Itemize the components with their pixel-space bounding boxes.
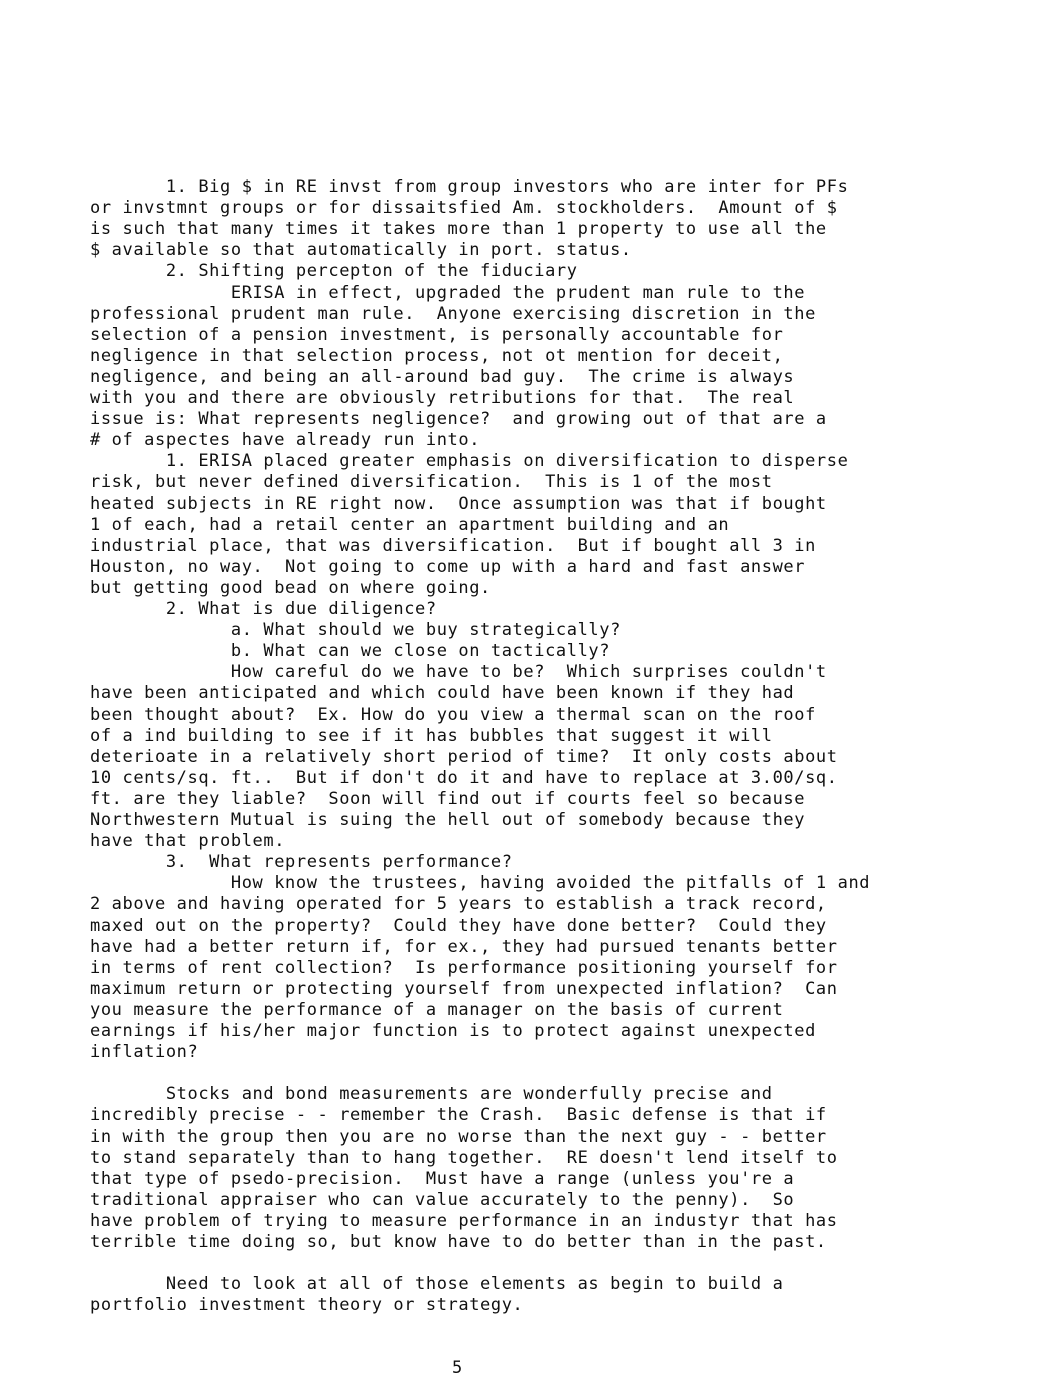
text-line: How know the trustees, having avoided the pitfalls of 1 and: [90, 873, 871, 894]
text-line: in terms of rent collection? Is performance positioning yourself for: [90, 957, 838, 978]
text-line: have been anticipated and which could have been known if they had: [90, 683, 795, 704]
text-line: in with the group then you are no worse than the next guy - - better: [90, 1126, 827, 1147]
text-line: deterioate in a relatively short period of time? It only costs about: [90, 746, 838, 767]
text-line: with you and there are obviously retributions for that. The real: [90, 388, 795, 408]
text-line: # of aspectes have already run into.: [90, 430, 481, 451]
text-line: Houston, no way. Not going to come up with a hard and fast answer: [90, 556, 806, 577]
text-line: industrial place, that was diversification. But if bought all 3 in: [90, 535, 816, 556]
text-line: 10 cents/sq. ft.. But if don't do it and have to replace at 3.00/sq.: [90, 767, 838, 788]
text-line: ft. are they liable? Soon will find out if courts feel so because: [90, 788, 806, 809]
text-line: b. What can we close on tactically?: [90, 641, 611, 662]
text-line: have that problem.: [90, 831, 286, 852]
text-line: heated subjects in RE right now. Once assumption was that if bought: [90, 493, 827, 514]
text-line: a. What should we buy strategically?: [90, 620, 621, 641]
text-line: been thought about? Ex. How do you view a thermal scan on the roof: [90, 704, 816, 725]
text-line: traditional appraiser who can value accurately to the penny). So: [90, 1189, 795, 1210]
text-line: 2. What is due diligence?: [90, 599, 437, 619]
text-line: ERISA in effect, upgraded the prudent man rule to the: [90, 282, 806, 303]
text-line: maximum return or protecting yourself from unexpected inflation? Can: [90, 978, 838, 999]
text-line: portfolio investment theory or strategy.: [90, 1295, 524, 1316]
text-line: risk, but never defined diversification. This is 1 of the most: [90, 472, 773, 493]
text-line: 3. What represents performance?: [90, 852, 513, 873]
text-line: earnings if his/her major function is to protect against unexpected: [90, 1021, 816, 1041]
text-line: How careful do we have to be? Which surprises couldn't: [90, 662, 827, 683]
text-line: $ available so that automatically in port. status.: [90, 240, 632, 261]
text-line: professional prudent man rule. Anyone exercising discretion in the: [90, 303, 816, 324]
text-line: to stand separately than to hang together. RE doesn't lend itself to: [90, 1147, 838, 1168]
text-line: 2. Shifting percepton of the fiduciary: [90, 261, 578, 282]
text-line: negligence, and being an all-around bad guy. The crime is always: [90, 366, 795, 387]
text-line: have had a better return if, for ex., they had pursued tenants better: [90, 936, 838, 957]
text-line: but getting good bead on where going.: [90, 577, 491, 598]
text-line: 1. Big $ in RE invst from group investors who are inter for PFs: [90, 177, 849, 197]
text-line: you measure the performance of a manager on the basis of current: [90, 999, 784, 1020]
text-line: 2 above and having operated for 5 years to establish a track record,: [90, 894, 827, 915]
text-line: issue is: What represents negligence? and growing out of that are a: [90, 409, 827, 430]
text-line: inflation?: [90, 1042, 199, 1063]
text-line: maxed out on the property? Could they have done better? Could they: [90, 915, 827, 936]
text-line: or invstmnt groups or for dissaitsfied Am. stockholders. Amount of $: [90, 198, 838, 219]
text-line: incredibly precise - - remember the Crash. Basic defense is that if: [90, 1105, 827, 1126]
text-line: 1. ERISA placed greater emphasis on diversification to disperse: [90, 451, 849, 472]
text-line: of a ind building to see if it has bubbles that suggest it will: [90, 725, 773, 746]
text-line: Northwestern Mutual is suing the hell out of somebody because they: [90, 810, 806, 830]
text-line: 1 of each, had a retail center an apartment building and an: [90, 514, 730, 535]
text-line: selection of a pension investment, is personally accountable for: [90, 324, 784, 345]
text-line: negligence in that selection process, not ot mention for deceit,: [90, 345, 784, 366]
text-line: terrible time doing so, but know have to do better than in the past.: [90, 1232, 827, 1252]
text-line: Need to look at all of those elements as begin to build a: [90, 1274, 784, 1295]
page-number: 5: [452, 1358, 463, 1378]
text-line: have problem of trying to measure performance in an industyr that has: [90, 1210, 838, 1231]
text-line: that type of psedo-precision. Must have a range (unless you're a: [90, 1168, 795, 1189]
text-line: is such that many times it takes more than 1 property to use all the: [90, 219, 827, 240]
text-line: Stocks and bond measurements are wonderfully precise and: [90, 1084, 773, 1105]
